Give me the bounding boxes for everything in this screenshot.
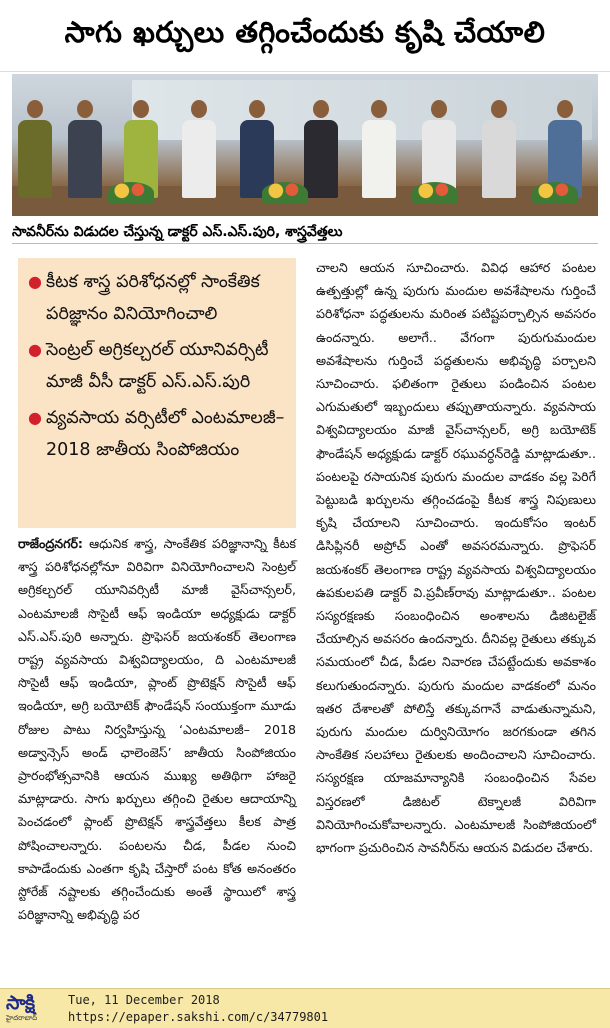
highlight-item <box>28 402 286 466</box>
logo-edition-text: హైదరాబాద్ <box>6 1014 38 1022</box>
article-body-text: ఆధునిక శాస్త్ర, సాంకేతిక పరిజ్ఞానాన్ని కీటక శాస్త్ర పరిశోధనల్లోనూ విరివిగా వినియోగించాలని సెంట్రల్ అగ్రికల్చరల్ యూనివర్సిటీ మాజీ వైస్‌చాన్సలర్, ఎంటమాలజీ సొసైటీ ఆఫ్ ఇండియా అధ్యక్షుడు డాక్టర్ ఎస్.ఎస్.పురి అన్నారు. ప్రొఫెసర్ జయశంకర్ తెలంగాణ రాష్ట్ర వ్యవసాయ విశ్వవిద్యాలయం, ది ఎంటమాలజీ సొసైటీ ఆఫ్ ఇండియా, ప్లాంట్ ప్రొటెక్షన్ సొసైటీ ఆఫ్ ఇండియా, అగ్రి బయోటెక్ ఫౌండేషన్ సంయుక్తంగా మూడు రోజుల పాటు నిర్వహిస్తున్న ‘ఎంటమాలజీ– 2018 అడ్వాన్సెస్ అండ్ ఛాలెంజెస్’ జాతీయ సింపోజియం ప్రారంభోత్సవానికి ఆయన ముఖ్య అతిథిగా హాజరై మాట్లాడారు. సాగు ఖర్చులు తగ్గించి రైతుల ఆదాయాన్ని పెంచడంలో ప్లాంట్ ప్రొటెక్షన్ శాస్త్రవేత్తలు కీలక పాత్ర పోషించాలన్నారు. పంటలను చీడ, పీడల నుంచి కాపాడేందుకు ఎంతగా కృషి చేస్తారో పంట కోత అనంతరం స్టోరేజ్ నష్టాలకు తగ్గించేందుకు అంతే స్థాయిలో శాస్త్ర పరిజ్ఞానాన్ని అభివృద్ధి పర <box>18 536 296 923</box>
photo-person <box>18 100 52 198</box>
article-headline: సాగు ఖర్చులు తగ్గించేందుకు కృషి చేయాలి <box>0 0 610 72</box>
photo-flowers <box>532 182 578 204</box>
highlight-item <box>28 334 286 398</box>
dateline: రాజేంద్రనగర్: <box>18 536 83 551</box>
article-body-left-column <box>18 532 296 926</box>
sakshi-logo <box>6 993 64 1025</box>
red-dot-bullet-icon: ● <box>28 340 42 359</box>
epaper-link[interactable]: https://epaper.sakshi.com/c/34779801 <box>68 1010 329 1024</box>
highlight-text: వ్యవసాయ వర్సిటీలో ఎంటమాలజీ–2018 జాతీయ సింపోజియం <box>46 408 285 460</box>
photo-person <box>362 100 396 198</box>
photo-flowers <box>108 182 154 204</box>
publish-date: Tue, 11 December 2018 <box>68 993 220 1007</box>
highlight-text: సెంట్రల్ అగ్రికల్చరల్ యూనివర్సిటీ మాజీ వీసీ డాక్టర్ ఎస్.ఎస్.పురి <box>46 340 269 392</box>
photo-person <box>182 100 216 198</box>
photo-person <box>304 100 338 198</box>
highlights-box <box>18 258 296 528</box>
photo-person <box>482 100 516 198</box>
article-paragraph <box>18 532 296 926</box>
photo-caption: సావనీర్‌ను విడుదల చేస్తున్న డాక్టర్ ఎస్.ఎస్.పురి, శాస్త్రవేత్తలు <box>12 220 598 244</box>
event-photo <box>12 74 598 216</box>
photo-person <box>68 100 102 198</box>
epaper-footer <box>0 988 610 1028</box>
logo-brand-text: సాక్షి <box>6 992 35 1014</box>
highlight-text: కీటక శాస్త్ర పరిశోధనల్లో సాంకేతిక పరిజ్ఞానం వినియోగించాలి <box>46 272 260 324</box>
article-body-text: చాలని ఆయన సూచించారు. వివిధ ఆహార పంటల ఉత్పత్తుల్లో ఉన్న పురుగు మందుల అవశేషాలను గుర్తించే పరిశోధనా పద్ధతులను మరింత పటిష్టపర్చాల్సిన అవసరం ఉందన్నారు. అలాగే.. వేగంగా పురుగుమందుల అవశేషాలను గుర్తించే పద్ధతులను అభివృద్ధి పర్చాలని సూచించారు. ఫలితంగా రైతులు పండించిన పంటల ఎగుమతులో ఇబ్బందులు తప్పుతాయన్నారు. వ్యవసాయ విశ్వవిద్యాలయం మాజీ వైస్‌చాన్సలర్, అగ్రి బయోటెక్ ఫౌండేషన్ అధ్యక్షుడు డాక్టర్ రఘువర్ధన్‌రెడ్డి మాట్లాడుతూ.. పంటలపై రసాయనిక పురుగు మందుల వాడకం వల్ల పెరిగే పెట్టుబడి ఖర్చులను తగ్గించడంపై కీటక శాస్త్ర నిపుణులు కృషి చేయాలని సూచించారు. ఇందుకోసం ఇంటర్ డిసిప్లినరీ అప్రోచ్ ఎంతో అవసరమన్నారు. ప్రొఫెసర్ జయశంకర్ తెలంగాణ రాష్ట్ర వ్యవసాయ విశ్వవిద్యాలయం ఉపకులపతి డాక్టర్ వి.ప్రవీణ్‌రావు మాట్లాడుతూ.. పంటల సస్యరక్షణకు సంబంధించిన అంశాలను డిజిటలైజ్ చేయాల్సిన అవసరం ఉందన్నారు. దీనివల్ల రైతులు తక్కువ సమయంలో చీడ, పీడల నివారణ చేపట్టేందుకు అవకాశం కలుగుతుందన్నారు. పురుగు మందుల వాడకంలో మనం ఇతర దేశాలతో పోలిస్తే తక్కువగానే వాడుతున్నామని, పురుగు మందుల దుర్వినియోగం జరగకుండా తగిన సాంకేతిక సలహాలు రైతులకు అందించాలని సూచించారు. సస్యరక్షణ యాజమాన్యానికి సంబంధించిన సేవల విస్తరణలో డిజిటల్ టెక్నాలజీ విరివిగా వినియోగించుకోవాలన్నారు. ఎంటమాలజీ సింపోజియంలో భాగంగా ప్రచురించిన సావనీర్‌ను ఆయన విడుదల చేశారు. <box>316 260 596 856</box>
highlight-item <box>28 266 286 330</box>
article-body-right-column <box>316 256 596 859</box>
photo-flowers <box>262 182 308 204</box>
photo-flowers <box>412 182 458 204</box>
red-dot-bullet-icon: ● <box>28 272 42 291</box>
red-dot-bullet-icon: ● <box>28 408 42 427</box>
photo-person <box>240 100 274 198</box>
